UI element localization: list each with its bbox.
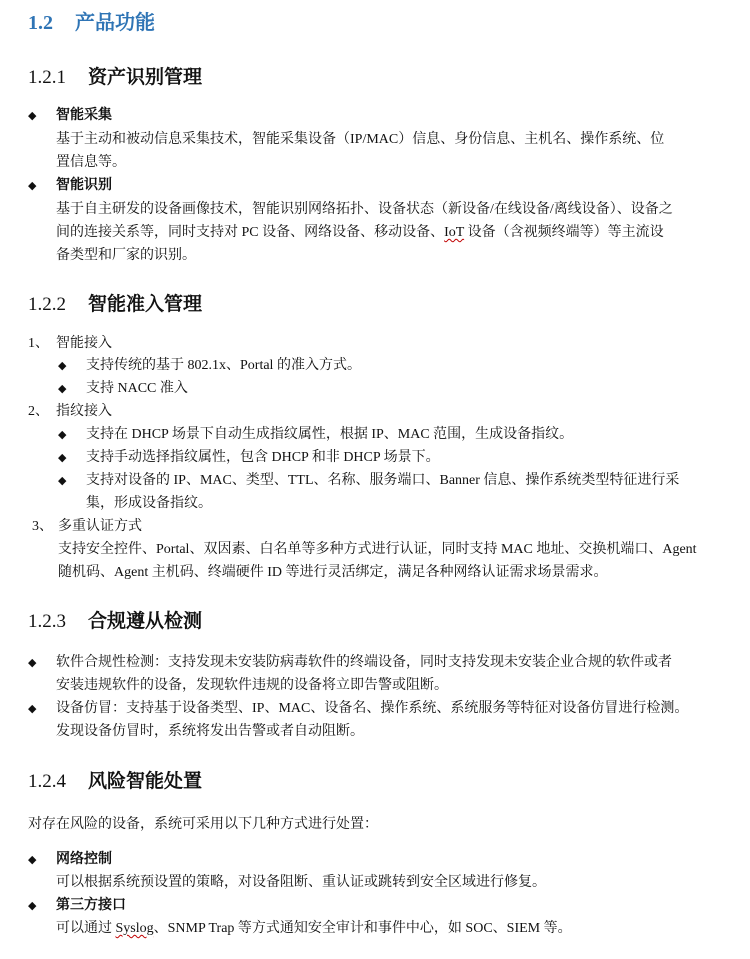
diamond-bullet-icon: ◆ — [28, 656, 37, 669]
subsection-heading-1-2-1 — [28, 62, 202, 89]
subsection-number: 1.2.3 — [28, 611, 66, 632]
paragraph-line: 基于主动和被动信息采集技术，智能采集设备（IP/MAC）信息、身份信息、主机名、操作系统、位 — [56, 132, 665, 147]
diamond-bullet-icon: ◆ — [28, 899, 37, 912]
list-index: 1、 — [28, 336, 49, 351]
paragraph-line: 间的连接关系等，同时支持对 PC 设备、网络设备、移动设备、IoT 设备（含视频终端等）等主流设 — [56, 225, 664, 240]
subsection-heading-1-2-2 — [28, 289, 202, 316]
spellcheck-word: IoT — [444, 225, 465, 240]
subsection-title: 合规遵从检测 — [88, 611, 203, 632]
paragraph-line: 软件合规性检测：支持发现未安装防病毒软件的终端设备，同时支持发现未安装企业合规的软件或者 — [56, 655, 672, 670]
bullet-line: 支持 NACC 准入 — [86, 381, 188, 396]
bullet-line: 支持在 DHCP 场景下自动生成指纹属性，根据 IP、MAC 范围，生成设备指纹。 — [86, 427, 574, 442]
bullet-line: 支持传统的基于 802.1x、Portal 的准入方式。 — [86, 358, 361, 373]
bullet-line: 集，形成设备指纹。 — [86, 496, 212, 511]
subsection-heading-1-2-3 — [28, 606, 202, 633]
paragraph-line: 支持安全控件、Portal、双因素、白名单等多种方式进行认证，同时支持 MAC 地址、交换机端口、Agent — [58, 542, 697, 557]
section-number: 1.2 — [28, 12, 53, 34]
spellcheck-word: Syslog — [115, 921, 154, 936]
group-title: 指纹接入 — [56, 404, 112, 419]
diamond-bullet-icon: ◆ — [28, 853, 37, 866]
group-title: 智能接入 — [56, 336, 112, 351]
bullet-title: 智能识别 — [56, 178, 112, 193]
bullet-line: 支持手动选择指纹属性，包含 DHCP 和非 DHCP 场景下。 — [86, 450, 440, 465]
section-heading — [28, 6, 155, 35]
diamond-bullet-icon: ◆ — [58, 474, 67, 487]
group-title: 多重认证方式 — [58, 519, 142, 534]
subsection-title: 智能准入管理 — [88, 294, 203, 315]
intro-paragraph: 对存在风险的设备，系统可采用以下几种方式进行处置： — [28, 817, 378, 832]
subsection-heading-1-2-4 — [28, 766, 202, 793]
paragraph-line: 随机码、Agent 主机码、终端硬件 ID 等进行灵活绑定，满足各种网络认证需求场景需求。 — [58, 565, 608, 580]
diamond-bullet-icon: ◆ — [58, 451, 67, 464]
diamond-bullet-icon: ◆ — [58, 428, 67, 441]
diamond-bullet-icon: ◆ — [28, 109, 37, 122]
paragraph-line: 可以通过 Syslog、SNMP Trap 等方式通知安全审计和事件中心，如 SOC、SIEM 等。 — [56, 921, 572, 936]
bullet-title: 网络控制 — [56, 852, 112, 867]
paragraph-line: 备类型和厂家的识别。 — [56, 248, 196, 263]
paragraph-line: 发现设备仿冒时，系统将发出告警或者自动阻断。 — [56, 724, 364, 739]
paragraph-line: 可以根据系统预设置的策略，对设备阻断、重认证或跳转到安全区域进行修复。 — [56, 875, 546, 890]
subsection-title: 资产识别管理 — [88, 67, 203, 88]
section-title: 产品功能 — [75, 12, 155, 34]
list-index: 3、 — [32, 519, 53, 534]
diamond-bullet-icon: ◆ — [28, 179, 37, 192]
bullet-title: 智能采集 — [56, 108, 112, 123]
diamond-bullet-icon: ◆ — [58, 382, 67, 395]
paragraph-line: 设备仿冒：支持基于设备类型、IP、MAC、设备名、操作系统、系统服务等特征对设备仿冒进行检测。 — [56, 701, 689, 716]
paragraph-line: 安装违规软件的设备，发现软件违规的设备将立即告警或阻断。 — [56, 678, 448, 693]
subsection-number: 1.2.1 — [28, 67, 66, 88]
bullet-line: 支持对设备的 IP、MAC、类型、TTL、名称、服务端口、Banner 信息、操作系统类型特征进行采 — [86, 473, 680, 488]
bullet-title: 第三方接口 — [56, 898, 126, 913]
paragraph-line: 置信息等。 — [56, 155, 126, 170]
paragraph-line: 基于自主研发的设备画像技术，智能识别网络拓扑、设备状态（新设备/在线设备/离线设备）、设备之 — [56, 202, 673, 217]
list-index: 2、 — [28, 404, 49, 419]
subsection-number: 1.2.4 — [28, 771, 66, 792]
diamond-bullet-icon: ◆ — [58, 359, 67, 372]
subsection-title: 风险智能处置 — [88, 771, 203, 792]
subsection-number: 1.2.2 — [28, 294, 66, 315]
diamond-bullet-icon: ◆ — [28, 702, 37, 715]
